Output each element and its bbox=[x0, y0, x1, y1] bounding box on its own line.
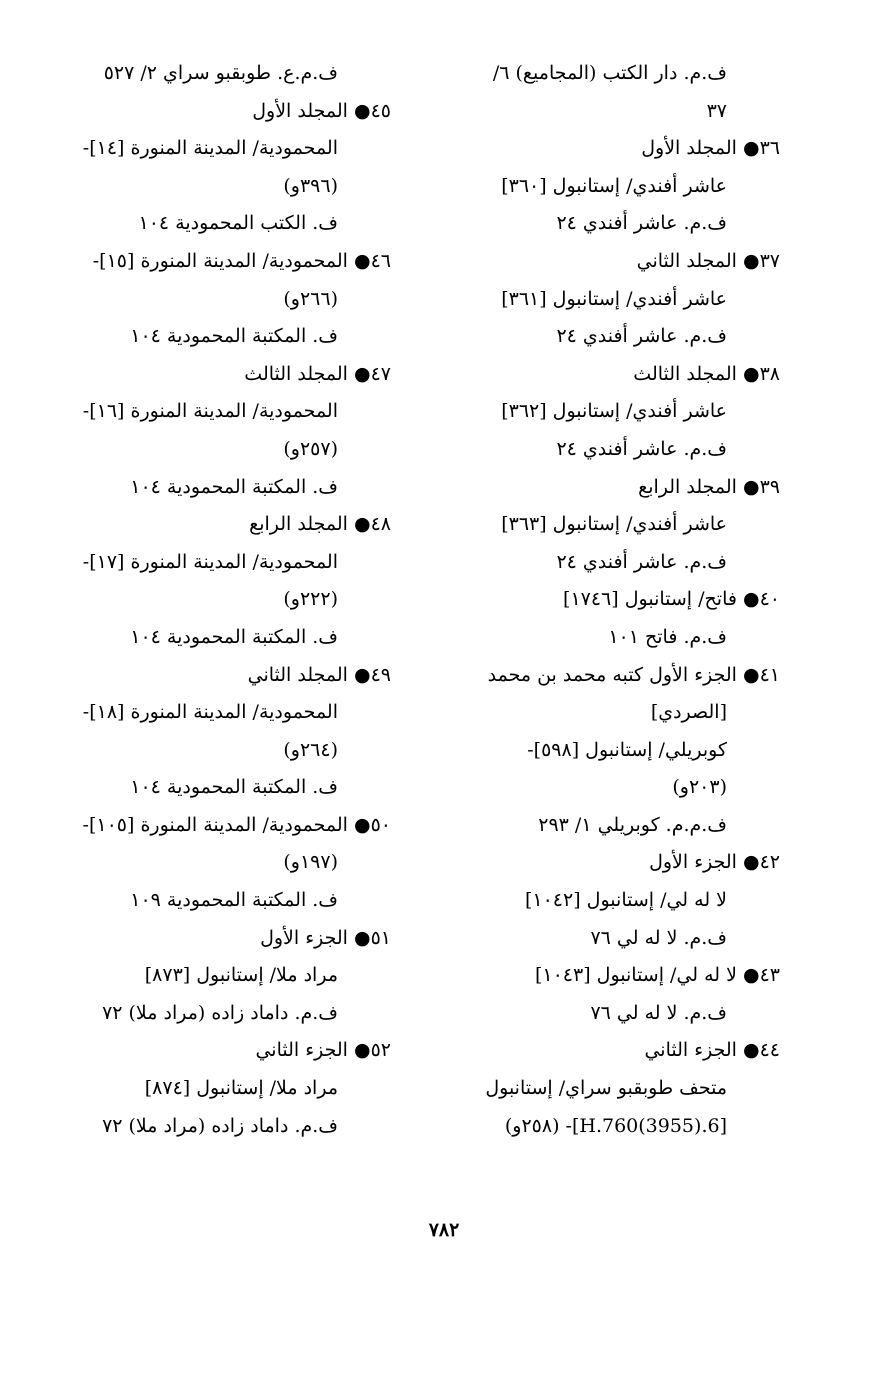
entry-line: ف.م. لا له لي ٧٦ bbox=[590, 926, 727, 949]
page-number: ٧٨٢ bbox=[428, 1219, 460, 1241]
entry-line: ف.م. لا له لي ٧٦ bbox=[590, 1001, 727, 1024]
entry-line: ف. المكتبة المحمودية ١٠٤ bbox=[130, 625, 338, 648]
entry-line: ف. المكتبة المحمودية ١٠٤ bbox=[130, 776, 338, 799]
entry-line: (٢٥٧و) bbox=[283, 437, 338, 460]
entry-line: ف.م. عاشر أفندي ٢٤ bbox=[556, 212, 727, 235]
entry-heading: ٥١● الجزء الأول bbox=[260, 926, 391, 949]
entry-line: (١٩٧و) bbox=[283, 851, 338, 874]
entry-line: ف.م. عاشر أفندي ٢٤ bbox=[556, 325, 727, 348]
entry-heading: ٣٩● المجلد الرابع bbox=[638, 475, 780, 498]
entry-line: مراد ملا/ إستانبول [٨٧٤] bbox=[144, 1077, 338, 1100]
entry-heading: ٤٨● المجلد الرابع bbox=[249, 513, 391, 536]
entry-heading: ٤٢● الجزء الأول bbox=[649, 851, 780, 874]
entry-heading: ٤٥● المجلد الأول bbox=[252, 99, 391, 122]
entry-line: المحمودية/ المدينة المنورة [١٧]- bbox=[82, 550, 338, 573]
entry-line: المحمودية/ المدينة المنورة [١٤]- bbox=[82, 137, 338, 160]
entry-line: (٢٦٦و) bbox=[283, 287, 338, 310]
entry-heading: ٥٢● الجزء الثاني bbox=[255, 1039, 391, 1062]
entry-line: (٢٦٤و) bbox=[283, 738, 338, 761]
entry-heading: ٣٧● المجلد الثاني bbox=[636, 249, 780, 272]
entry-heading: ٤٦● المحمودية/ المدينة المنورة [١٥]- bbox=[92, 249, 391, 272]
entry-line: مراد ملا/ إستانبول [٨٧٣] bbox=[144, 964, 338, 987]
entry-line: [6.H.760(3955)]- (٢٥٨و) bbox=[504, 1114, 727, 1137]
entry-heading: ٥٠● المحمودية/ المدينة المنورة [١٠٥]- bbox=[82, 813, 391, 836]
entry-line: لا له لي/ إستانبول [١٠٤٢] bbox=[524, 889, 727, 912]
left-column bbox=[56, 55, 391, 1145]
entry-line: ف. الكتب المحمودية ١٠٤ bbox=[138, 212, 338, 235]
entry-heading: ٤٩● المجلد الثاني bbox=[247, 663, 391, 686]
entry-line: ف.م. عاشر أفندي ٢٤ bbox=[556, 550, 727, 573]
entry-heading: ٣٨● المجلد الثالث bbox=[633, 362, 780, 385]
entry-line: ف. المكتبة المحمودية ١٠٤ bbox=[130, 325, 338, 348]
entry-line: ف.م. عاشر أفندي ٢٤ bbox=[556, 437, 727, 460]
entry-heading: ٤٠● فاتح/ إستانبول [١٧٤٦] bbox=[563, 588, 780, 611]
entry-heading: ٤٣● لا له لي/ إستانبول [١٠٤٣] bbox=[534, 964, 780, 987]
entry-line: ف.م.ع. طوبقبو سراي ٢/ ٥٢٧ bbox=[103, 62, 338, 84]
entry-line: عاشر أفندي/ إستانبول [٣٦٣] bbox=[501, 513, 727, 536]
entry-line: ف.م. فاتح ١٠١ bbox=[608, 625, 727, 648]
entry-line: ٣٧ bbox=[706, 99, 727, 122]
entry-line: [الصردي] bbox=[650, 701, 727, 724]
entry-line: (٢٢٢و) bbox=[283, 588, 338, 611]
right-column bbox=[445, 55, 780, 1145]
entry-line: المحمودية/ المدينة المنورة [١٦]- bbox=[82, 400, 338, 423]
entry-line: (٣٩٦و) bbox=[283, 174, 338, 197]
entry-heading: ٤٤● الجزء الثاني bbox=[644, 1039, 780, 1062]
entry-line: ف.م. داماد زاده (مراد ملا) ٧٢ bbox=[102, 1001, 338, 1024]
entry-line: متحف طوبقبو سراي/ إستانبول bbox=[485, 1077, 727, 1100]
entry-line: ف.م. دار الكتب (المجاميع) ٦/ bbox=[492, 62, 727, 84]
entry-line: ف. المكتبة المحمودية ١٠٤ bbox=[130, 475, 338, 498]
entry-line: ف.م.م. كوبريلي ١/ ٢٩٣ bbox=[538, 813, 727, 836]
entry-line: ف.م. داماد زاده (مراد ملا) ٧٢ bbox=[102, 1114, 338, 1137]
entry-heading: ٤١● الجزء الأول كتبه محمد بن محمد bbox=[487, 663, 780, 686]
entry-line: عاشر أفندي/ إستانبول [٣٦١] bbox=[501, 287, 727, 310]
entry-heading: ٤٧● المجلد الثالث bbox=[244, 362, 391, 385]
entry-line: (٢٠٣و) bbox=[672, 776, 727, 799]
entry-line: عاشر أفندي/ إستانبول [٣٦٢] bbox=[501, 400, 727, 423]
entry-line: كوبريلي/ إستانبول [٥٩٨]- bbox=[527, 738, 727, 761]
entry-line: عاشر أفندي/ إستانبول [٣٦٠] bbox=[501, 174, 727, 197]
entry-line: المحمودية/ المدينة المنورة [١٨]- bbox=[82, 701, 338, 724]
entry-line: ف. المكتبة المحمودية ١٠٩ bbox=[130, 889, 338, 912]
entry-heading: ٣٦● المجلد الأول bbox=[641, 137, 780, 160]
